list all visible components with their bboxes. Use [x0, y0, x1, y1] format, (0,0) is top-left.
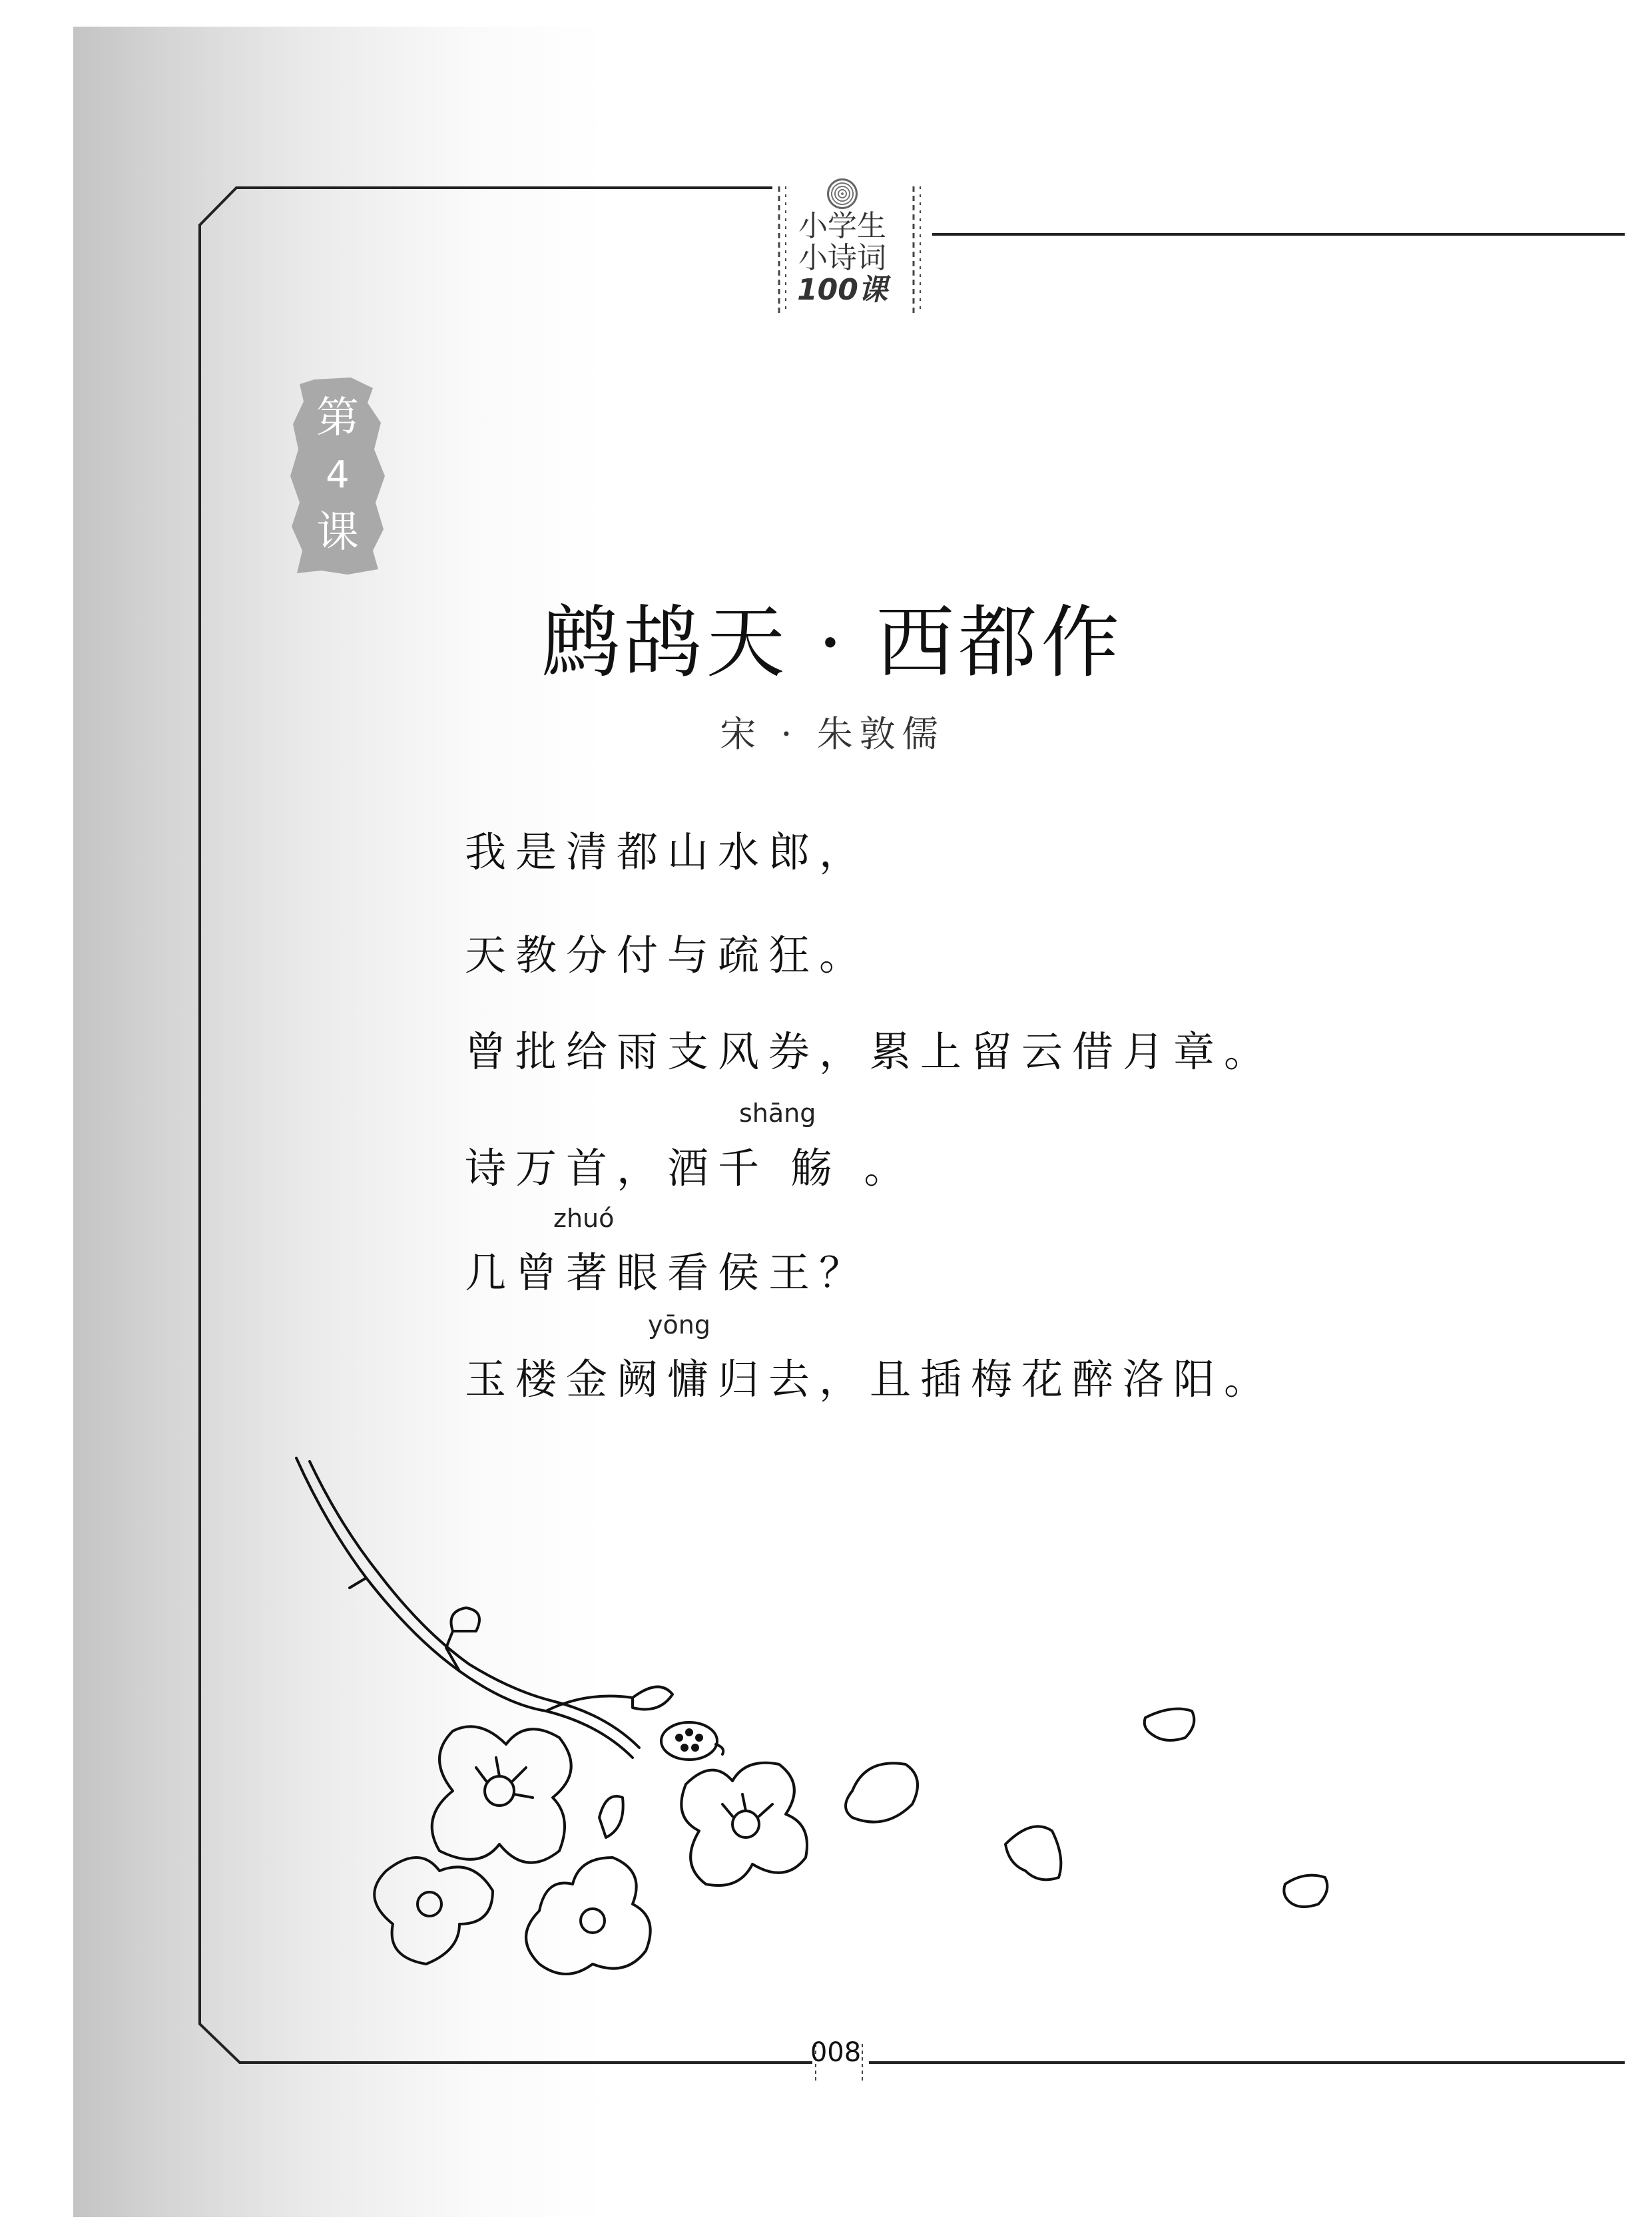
pinyin-zhuo: zhuó — [553, 1204, 615, 1233]
poem-line-4: 诗万首，酒千 觞 。 — [465, 1144, 915, 1192]
lesson-char-di: 第 — [316, 393, 359, 443]
poem-title: 鹧鸪天 · 西都作 — [541, 597, 1124, 688]
lesson-badge — [288, 376, 388, 576]
poem-line-1: 我是清都山水郎， — [465, 828, 870, 876]
page-number: 008 — [810, 2037, 862, 2068]
lesson-number: 4 — [326, 453, 350, 497]
poem-line-3: 曾批给雨支风券，累上留云借月章。 — [465, 1027, 1275, 1076]
pinyin-shang: shāng — [739, 1099, 816, 1128]
seal-icon — [827, 178, 858, 209]
blossom-left — [432, 1726, 571, 1862]
falling-petals — [846, 1709, 1327, 1907]
brand-line-2: 小诗词 — [798, 241, 886, 275]
buds — [451, 1608, 673, 1838]
brand-line-1: 小学生 — [798, 209, 886, 243]
poem-author: 宋 · 朱敦儒 — [720, 713, 945, 755]
blossom-lower-left — [374, 1857, 493, 1964]
poem-line-6: 玉楼金阙慵归去，且插梅花醉洛阳。 — [465, 1355, 1275, 1403]
poem-line-5: 几曾著眼看侯王？ — [465, 1248, 870, 1297]
blossom-right — [681, 1763, 807, 1885]
series-brand — [792, 178, 892, 312]
brand-line-3: 100课 — [797, 273, 888, 307]
plum-blossom-illustration — [286, 1445, 1405, 1977]
ladybug-icon — [661, 1722, 723, 1760]
blossom-center — [526, 1857, 651, 1974]
pinyin-yong: yōng — [648, 1310, 710, 1340]
lesson-char-ke: 课 — [316, 508, 359, 557]
poem-line-2: 天教分付与疏狂。 — [465, 931, 870, 979]
